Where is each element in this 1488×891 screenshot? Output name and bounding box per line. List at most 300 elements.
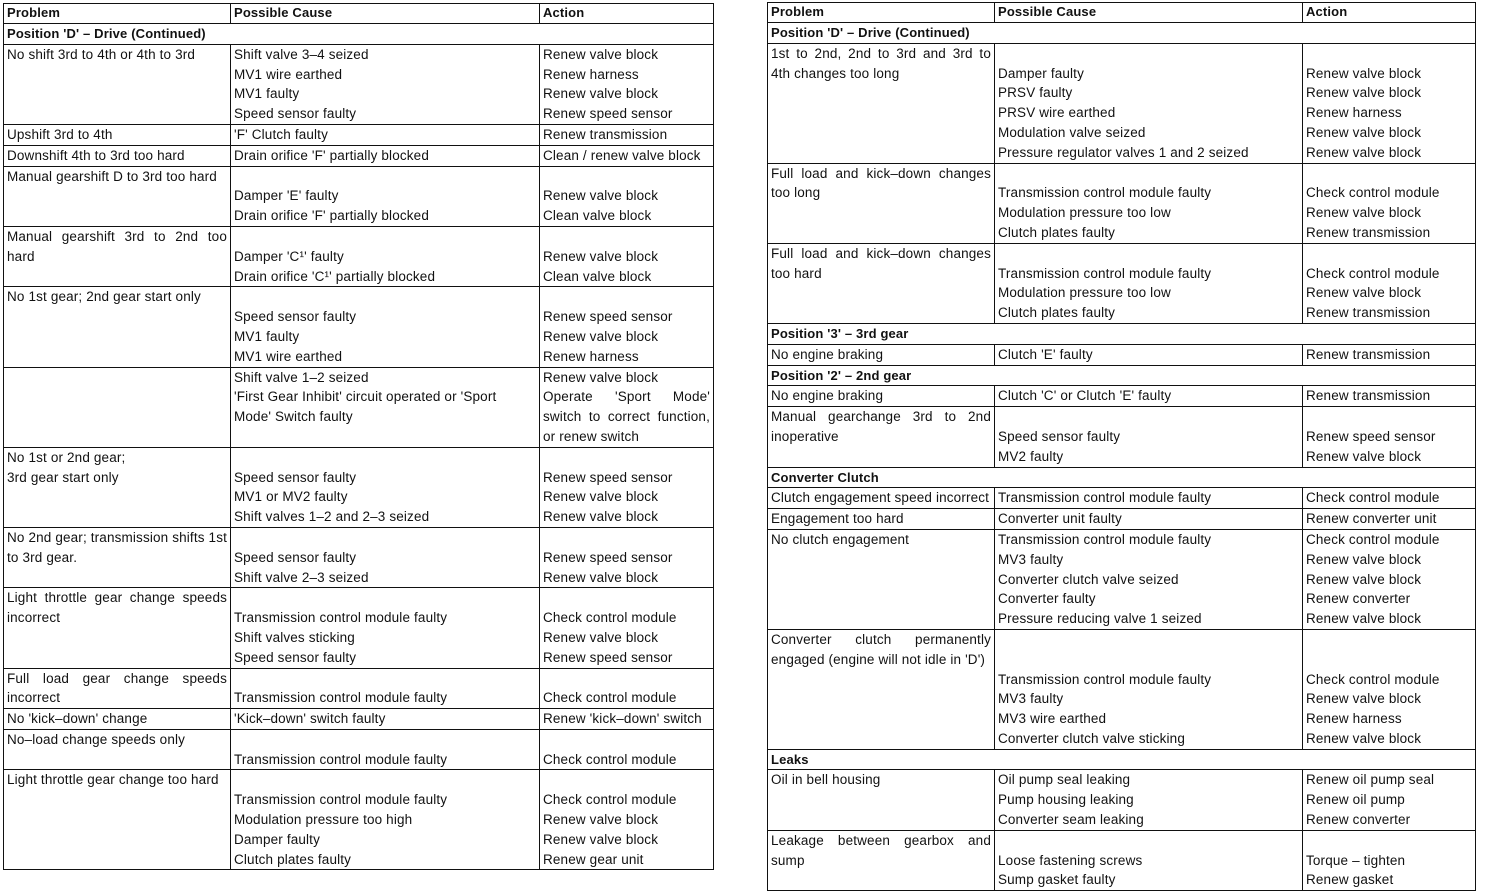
problem-text: No 1st gear; 2nd gear start only: [7, 289, 201, 305]
cause-text: Transmission control module faulty: [998, 185, 1212, 201]
spacer: [543, 669, 710, 689]
spacer: [543, 528, 710, 548]
cause-text: MV3 wire earthed: [998, 711, 1107, 727]
action-text: Renew valve block: [1306, 144, 1422, 160]
problem-text: No clutch engagement: [771, 531, 910, 547]
cause-cell: [231, 226, 540, 286]
problem-text: No 2nd gear; transmission shifts 1st to 3rd gear.: [7, 529, 227, 565]
cause-cell: [231, 166, 540, 226]
cause-text: Sump gasket faulty: [998, 872, 1116, 888]
cause-text: Modulation pressure too low: [998, 285, 1171, 301]
action-text: Renew speed sensor: [543, 549, 673, 565]
action-text: Renew speed sensor: [1306, 428, 1436, 444]
action-text: Renew oil pump seal: [1306, 772, 1435, 788]
action-cell: [540, 44, 714, 124]
spacer: [234, 287, 536, 307]
action-text: Renew speed sensor: [543, 106, 673, 122]
cause-text: Damper 'C¹' faulty: [234, 248, 344, 264]
table-row: [768, 529, 1476, 629]
section-heading: Position '2' – 2nd gear: [768, 365, 1476, 386]
action-text: Renew transmission: [1306, 388, 1431, 404]
cause-text: Shift valve 1–2 seized: [234, 369, 369, 385]
cause-text: Shift valves 1–2 and 2–3 seized: [234, 509, 430, 525]
section-row: [768, 23, 1476, 44]
problem-text: 1st to 2nd, 2nd to 3rd and 3rd to 4th changes too long: [771, 45, 991, 81]
spacer: [543, 730, 710, 750]
cause-cell: [231, 287, 540, 367]
cause-text: Clutch 'E' faulty: [998, 346, 1093, 362]
action-cell: [540, 145, 714, 166]
problem-text: Full load and kick–down changes too hard: [771, 245, 991, 281]
problem-text: No 'kick–down' change: [7, 711, 148, 727]
table-row: [768, 243, 1476, 323]
cause-text: Transmission control module faulty: [998, 490, 1212, 506]
action-text: Renew oil pump: [1306, 792, 1405, 808]
action-cell: [1303, 407, 1476, 467]
action-text: Renew transmission: [1306, 305, 1431, 321]
section-heading: Converter Clutch: [768, 467, 1476, 488]
action-cell: [1303, 770, 1476, 830]
cause-text: Converter faulty: [998, 591, 1096, 607]
table-body: [768, 23, 1476, 891]
action-text: Renew harness: [1306, 711, 1402, 727]
problem-text: Manual gearshift 3rd to 2nd too hard: [7, 228, 227, 264]
problem-cell: [4, 709, 231, 730]
action-text: Renew valve block: [543, 629, 659, 645]
action-text: Renew valve block: [543, 369, 659, 385]
action-text: Renew valve block: [1306, 571, 1422, 587]
cause-cell: [231, 527, 540, 587]
cause-cell: [995, 529, 1303, 629]
action-cell: [540, 166, 714, 226]
problem-text: Leakage between gearbox and sump: [771, 832, 991, 868]
action-text: Renew speed sensor: [543, 469, 673, 485]
action-cell: [540, 709, 714, 730]
section-heading: Position '3' – 3rd gear: [768, 323, 1476, 344]
cause-text: Clutch plates faulty: [998, 224, 1116, 240]
action-text: Clean / renew valve block: [543, 147, 701, 163]
action-cell: [540, 527, 714, 587]
table-row: [768, 344, 1476, 365]
table-row: [4, 226, 714, 286]
action-text: Renew valve block: [1306, 611, 1422, 627]
problem-cell: [768, 43, 995, 163]
cause-text: MV3 faulty: [998, 551, 1064, 567]
cause-text: Shift valves sticking: [234, 629, 355, 645]
cause-text: Damper faulty: [998, 65, 1084, 81]
cause-text: Damper 'E' faulty: [234, 188, 339, 204]
table-row: [768, 830, 1476, 890]
cause-text: MV1 faulty: [234, 86, 300, 102]
cause-cell: [231, 447, 540, 527]
action-text: Renew valve block: [1306, 551, 1422, 567]
action-text: Renew valve block: [1306, 205, 1422, 221]
action-cell: [1303, 830, 1476, 890]
cause-text: Converter clutch valve seized: [998, 571, 1179, 587]
cause-text: PRSV wire earthed: [998, 105, 1116, 121]
cause-text: Damper faulty: [234, 831, 320, 847]
action-text: Check control module: [1306, 490, 1440, 506]
spacer: [234, 448, 536, 468]
section-heading: Position 'D' – Drive (Continued): [768, 23, 1476, 44]
action-cell: [540, 287, 714, 367]
action-cell: [1303, 344, 1476, 365]
cause-text: Speed sensor faulty: [234, 649, 357, 665]
section-row: [768, 467, 1476, 488]
table-row: [4, 145, 714, 166]
problem-cell: [4, 527, 231, 587]
problem-text: Engagement too hard: [771, 511, 904, 527]
problem-cell: [4, 44, 231, 124]
cause-cell: [995, 386, 1303, 407]
cause-text: Speed sensor faulty: [234, 106, 357, 122]
action-text: Check control module: [543, 751, 677, 767]
problem-cell: [4, 226, 231, 286]
action-text: Renew converter: [1306, 591, 1411, 607]
section-heading: Leaks: [768, 749, 1476, 770]
table-row: [4, 527, 714, 587]
table-row: [4, 770, 714, 870]
cause-text: Modulation pressure too low: [998, 205, 1171, 221]
action-cell: [540, 367, 714, 447]
cause-text: Shift valve 3–4 seized: [234, 46, 369, 62]
cause-cell: [231, 588, 540, 668]
cause-cell: [995, 488, 1303, 509]
action-cell: [1303, 488, 1476, 509]
problem-text: No engine braking: [771, 346, 884, 362]
action-text: Renew valve block: [1306, 448, 1422, 464]
problem-text: No–load change speeds only: [7, 731, 186, 747]
spacer: [998, 244, 1299, 264]
spacer: [1306, 831, 1472, 851]
action-text: Renew valve block: [1306, 65, 1422, 81]
spacer: [543, 770, 710, 790]
problem-cell: [768, 629, 995, 749]
spacer: [234, 669, 536, 689]
problem-cell: [4, 367, 231, 447]
cause-text: PRSV faulty: [998, 85, 1073, 101]
problem-cell: [768, 830, 995, 890]
spacer: [998, 630, 1299, 650]
spacer: [234, 528, 536, 548]
cause-text: Transmission control module faulty: [234, 610, 448, 626]
action-text: Renew gear unit: [543, 851, 644, 867]
cause-cell: [995, 43, 1303, 163]
table-row: [4, 287, 714, 367]
spacer: [998, 164, 1299, 184]
cause-text: MV2 faulty: [998, 448, 1064, 464]
header-problem: Problem: [768, 3, 995, 23]
cause-text: Converter seam leaking: [998, 812, 1144, 828]
cause-text: Modulation pressure too high: [234, 812, 413, 828]
spacer: [1306, 407, 1472, 427]
table-header-row: [4, 4, 714, 24]
problem-cell: [4, 729, 231, 770]
fault-table-left: [3, 3, 714, 870]
table-row: [4, 668, 714, 709]
cause-cell: [995, 770, 1303, 830]
spacer: [1306, 164, 1472, 184]
cause-text: Drain orifice 'F' partially blocked: [234, 208, 429, 224]
action-text: Renew harness: [543, 66, 639, 82]
action-text: Clean valve block: [543, 208, 652, 224]
spacer: [234, 167, 536, 187]
action-text: Renew valve block: [543, 188, 659, 204]
cause-cell: [231, 367, 540, 447]
action-cell: [1303, 43, 1476, 163]
problem-text: Converter clutch permanently engaged (engine will not idle in 'D'): [771, 631, 991, 667]
problem-text: Upshift 3rd to 4th: [7, 126, 113, 142]
problem-text: Light throttle gear change too hard: [7, 772, 219, 788]
table-body: [4, 24, 714, 870]
action-text: Renew valve block: [1306, 691, 1422, 707]
action-cell: [540, 729, 714, 770]
table-row: [4, 367, 714, 447]
action-cell: [1303, 243, 1476, 323]
table-row: [4, 709, 714, 730]
cause-text: 'Kick–down' switch faulty: [234, 711, 386, 727]
header-possible-cause: Possible Cause: [995, 3, 1303, 23]
action-text: Check control module: [1306, 531, 1440, 547]
cause-text: Converter clutch valve sticking: [998, 730, 1185, 746]
problem-text: No 1st or 2nd gear;: [7, 449, 126, 465]
action-text: Renew harness: [543, 348, 639, 364]
problem-cell: [4, 447, 231, 527]
action-cell: [540, 668, 714, 709]
problem-cell: [768, 488, 995, 509]
action-text: Renew valve block: [1306, 85, 1422, 101]
spacer: [234, 730, 536, 750]
cause-cell: [995, 629, 1303, 749]
spacer: [998, 650, 1299, 670]
action-text: Renew valve block: [1306, 730, 1422, 746]
cause-cell: [995, 830, 1303, 890]
cause-cell: [231, 729, 540, 770]
problem-text: 3rd gear start only: [7, 469, 119, 485]
problem-cell: [4, 166, 231, 226]
action-cell: [1303, 629, 1476, 749]
action-text: Renew transmission: [1306, 224, 1431, 240]
problem-text: Downshift 4th to 3rd too hard: [7, 147, 185, 163]
action-text: Renew speed sensor: [543, 309, 673, 325]
fault-table-right: [767, 2, 1476, 891]
cause-cell: [231, 124, 540, 145]
cause-text: Clutch plates faulty: [234, 851, 352, 867]
table-row: [768, 629, 1476, 749]
cause-text: Speed sensor faulty: [998, 428, 1121, 444]
action-text: Renew harness: [1306, 105, 1402, 121]
spacer: [998, 831, 1299, 851]
cause-text: Loose fastening screws: [998, 852, 1143, 868]
cause-text: Transmission control module faulty: [234, 792, 448, 808]
action-text: Check control module: [543, 792, 677, 808]
header-problem: Problem: [4, 4, 231, 24]
table-row: [4, 166, 714, 226]
cause-text: Oil pump seal leaking: [998, 772, 1131, 788]
problem-text: Full load gear change speeds incorrect: [7, 670, 227, 706]
cause-cell: [995, 163, 1303, 243]
action-text: Renew valve block: [543, 509, 659, 525]
problem-cell: [4, 588, 231, 668]
action-text: Renew valve block: [543, 831, 659, 847]
spacer: [543, 448, 710, 468]
problem-cell: [768, 243, 995, 323]
action-cell: [540, 770, 714, 870]
problem-text: Light throttle gear change speeds incorrect: [7, 590, 227, 626]
cause-text: Clutch plates faulty: [998, 305, 1116, 321]
problem-cell: [4, 124, 231, 145]
section-heading: Position 'D' – Drive (Continued): [4, 24, 714, 45]
table-row: [4, 729, 714, 770]
action-text: Renew 'kick–down' switch: [543, 711, 702, 727]
problem-cell: [768, 407, 995, 467]
section-row: [768, 749, 1476, 770]
action-text: Renew gasket: [1306, 872, 1394, 888]
cause-text: MV1 wire earthed: [234, 66, 343, 82]
problem-cell: [4, 770, 231, 870]
header-action: Action: [1303, 3, 1476, 23]
cause-text: Pump housing leaking: [998, 792, 1134, 808]
action-cell: [1303, 509, 1476, 530]
cause-text: 'First Gear Inhibit' circuit operated or 'Sport Mode' Switch faulty: [234, 389, 497, 425]
action-cell: [540, 226, 714, 286]
table-row: [768, 163, 1476, 243]
cause-text: Drain orifice 'F' partially blocked: [234, 147, 429, 163]
cause-text: Speed sensor faulty: [234, 549, 357, 565]
cause-cell: [231, 668, 540, 709]
action-cell: [1303, 163, 1476, 243]
problem-text: Manual gearshift D to 3rd too hard: [7, 168, 217, 184]
cause-text: 'F' Clutch faulty: [234, 126, 328, 142]
header-possible-cause: Possible Cause: [231, 4, 540, 24]
action-text: Check control module: [543, 610, 677, 626]
spacer: [1306, 630, 1472, 650]
cause-text: Transmission control module faulty: [998, 265, 1212, 281]
action-cell: [540, 447, 714, 527]
cause-cell: [995, 509, 1303, 530]
problem-text: Oil in bell housing: [771, 772, 881, 788]
problem-text: No shift 3rd to 4th or 4th to 3rd: [7, 46, 196, 62]
action-cell: [1303, 529, 1476, 629]
action-text: Renew transmission: [1306, 346, 1431, 362]
spacer: [1306, 650, 1472, 670]
action-text: Clean valve block: [543, 268, 652, 284]
cause-cell: [231, 44, 540, 124]
cause-text: Pressure regulator valves 1 and 2 seized: [998, 144, 1249, 160]
action-text: Renew valve block: [543, 812, 659, 828]
table-row: [768, 488, 1476, 509]
action-text: Renew valve block: [543, 46, 659, 62]
cause-text: Transmission control module faulty: [998, 671, 1212, 687]
action-text: Renew converter unit: [1306, 511, 1437, 527]
action-text: Torque – tighten: [1306, 852, 1406, 868]
action-text: Renew valve block: [1306, 124, 1422, 140]
spacer: [998, 407, 1299, 427]
cause-text: MV1 wire earthed: [234, 348, 343, 364]
cause-cell: [231, 770, 540, 870]
cause-text: Drain orifice 'C¹' partially blocked: [234, 268, 436, 284]
problem-cell: [4, 145, 231, 166]
action-text: Renew valve block: [543, 328, 659, 344]
table-row: [768, 43, 1476, 163]
table-row: [4, 44, 714, 124]
problem-text: No engine braking: [771, 388, 884, 404]
spacer: [998, 44, 1299, 64]
problem-text: Clutch engagement speed incorrect: [771, 490, 990, 506]
cause-text: Modulation valve seized: [998, 124, 1146, 140]
cause-text: Clutch 'C' or Clutch 'E' faulty: [998, 388, 1172, 404]
action-cell: [1303, 386, 1476, 407]
cause-cell: [995, 407, 1303, 467]
cause-text: Transmission control module faulty: [234, 690, 448, 706]
cause-cell: [995, 243, 1303, 323]
problem-text: Manual gearchange 3rd to 2nd inoperative: [771, 409, 991, 444]
cause-cell: [995, 344, 1303, 365]
section-row: [768, 323, 1476, 344]
cause-text: Converter unit faulty: [998, 511, 1122, 527]
action-text: Renew converter: [1306, 812, 1411, 828]
problem-cell: [768, 509, 995, 530]
cause-cell: [231, 709, 540, 730]
action-text: Check control module: [1306, 265, 1440, 281]
cause-text: Pressure reducing valve 1 seized: [998, 611, 1202, 627]
action-text: Check control module: [543, 690, 677, 706]
action-text: Check control module: [1306, 185, 1440, 201]
cause-cell: [231, 145, 540, 166]
action-text: Check control module: [1306, 671, 1440, 687]
problem-cell: [4, 668, 231, 709]
action-text: Renew valve block: [1306, 285, 1422, 301]
table-row: [4, 124, 714, 145]
action-text: Renew valve block: [543, 248, 659, 264]
table-header-row: [768, 3, 1476, 23]
spacer: [1306, 44, 1472, 64]
action-text: Renew valve block: [543, 489, 659, 505]
cause-text: MV3 faulty: [998, 691, 1064, 707]
spacer: [543, 167, 710, 187]
section-row: [4, 24, 714, 45]
cause-text: MV1 or MV2 faulty: [234, 489, 348, 505]
section-row: [768, 365, 1476, 386]
spacer: [234, 227, 536, 247]
cause-text: MV1 faulty: [234, 328, 300, 344]
problem-cell: [4, 287, 231, 367]
spacer: [1306, 244, 1472, 264]
table-row: [768, 407, 1476, 467]
problem-cell: [768, 386, 995, 407]
table-row: [4, 447, 714, 527]
cause-text: Transmission control module faulty: [234, 751, 448, 767]
spacer: [543, 227, 710, 247]
problem-cell: [768, 529, 995, 629]
cause-text: Transmission control module faulty: [998, 531, 1212, 547]
table-row: [4, 588, 714, 668]
cause-text: Speed sensor faulty: [234, 469, 357, 485]
action-cell: [540, 588, 714, 668]
action-text: Operate 'Sport Mode' switch to correct function, or renew switch: [543, 389, 710, 444]
action-text: Renew valve block: [543, 569, 659, 585]
problem-cell: [768, 770, 995, 830]
header-action: Action: [540, 4, 714, 24]
action-text: Renew valve block: [543, 86, 659, 102]
spacer: [543, 588, 710, 608]
table-row: [768, 386, 1476, 407]
action-cell: [540, 124, 714, 145]
spacer: [234, 770, 536, 790]
problem-cell: [768, 344, 995, 365]
problem-cell: [768, 163, 995, 243]
cause-text: Shift valve 2–3 seized: [234, 569, 369, 585]
